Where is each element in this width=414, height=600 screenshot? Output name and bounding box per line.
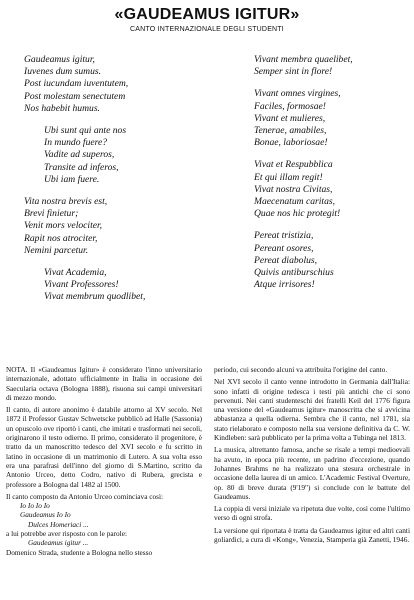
poem-line: Vivat nostra Civitas,: [254, 183, 333, 195]
poem-right-column: [254, 54, 404, 291]
poem-stanza: [254, 54, 404, 78]
notes-right-column: [214, 365, 410, 547]
poem-line: Iuvenes dum sumus.: [24, 66, 102, 78]
notes-left-column: [6, 365, 202, 560]
poem-stanza: [254, 88, 404, 149]
poem-line: Vivant omnes virgines,: [254, 88, 341, 100]
poem-stanza: [254, 230, 404, 291]
note-verse: Gaudeamus igitur ...: [28, 538, 89, 548]
note-paragraph: La coppia di versi iniziale va ripetuta due volte, così come l'ultimo verso di ogni strofa.: [214, 504, 410, 523]
note-verse: Dulces Homeriaci ...: [28, 519, 89, 529]
poem-line: Ubi sunt qui ante nos: [44, 125, 127, 137]
poem-line: Vivat membrum quodlibet,: [44, 291, 146, 303]
note-paragraph: Nel XVI secolo il canto venne introdotto in Germania dall'Italia: sono infatti di origine tedesca i testi più antichi che ci sono pervenuti. Nei canti studenteschi dei fratelli Keil del 1776 figura una versione del «Gaudeamus igitur» manoscritta che si avvicina abbastanza a quella odierna. Sembra che il canto, nel 1781, sia stato rielaborato e composto nella sua versione definitiva da C. W. Kindleben: sarà pubblicato per la prima volta a Tubinga nel 1813.: [214, 377, 410, 443]
poem-line: Tenerae, amabiles,: [254, 125, 327, 137]
poem-line: Post iucundam iuventutem,: [24, 78, 129, 90]
poem-line: Pereat tristizia,: [254, 230, 314, 242]
poem-line: Vivat Academia,: [44, 267, 107, 279]
poem-stanza: [24, 267, 214, 304]
poem-line: Brevi finietur;: [24, 208, 79, 220]
poem-line: Vadite ad superos,: [44, 149, 115, 161]
note-paragraph: periodo, cui secondo alcuni va attribuita l'origine del canto.: [214, 365, 388, 374]
poem-line: Quae nos hic protegit!: [254, 208, 341, 220]
note-paragraph: Domenico Strada, studente a Bologna nello stesso: [6, 547, 153, 557]
poem-stanza: [254, 159, 404, 220]
poem-left-column: [24, 54, 214, 304]
poem-line: Rapit nos atrociter,: [24, 232, 98, 244]
poem-line: Nemini parcetur.: [24, 244, 89, 256]
note-paragraph: Il canto, di autore anonimo è databile attorno al XV secolo. Nel 1872 il Professor Gustav Schwetscke pubblicò ad Halle (Sassonia) un opuscolo ove riportò i canti, che imitati e trasformati nei secoli, originarono il testo odierno. Il primo, considerato il progenitore, è tratto da un manoscritto tedesco del XVI secolo e fu scritto in latino in occasione di un matrimonio di Lutero. A sua volta esso era una parafrasi dell'inno del giorno di S.Martino, scritto da Antonio Urceo, detto Codro, nativo di Rubera, grecista e professore a Bologna dal 1482 al 1500.: [6, 405, 202, 489]
poem-line: Post molestam senectutem: [24, 90, 126, 102]
poem-line: Vivant et mulieres,: [254, 112, 326, 124]
poem-line: Transite ad inferos,: [44, 161, 119, 173]
poem-line: Bonae, laboriosae!: [254, 137, 328, 149]
poem-line: Vivant Professores!: [44, 279, 119, 291]
poem-stanza: [24, 54, 214, 115]
poem-stanza: [24, 196, 214, 257]
document-title: «GAUDEAMUS IGITUR»: [114, 6, 300, 23]
note-paragraph: La musica, altrettanto famosa, anche se risale a tempi medioevali ha avuto, in epoca più recente, un padrino d'eccezione, quando Johannes Brahms ne ha realizzato una stesura orchestrale in occasione della laurea di un amico. L'Academic Festival Overture, op. 80 di breve durata (9'19") si conclude con le battute del Gaudeamus.: [214, 445, 410, 501]
poem-line: Nos habebit humus.: [24, 102, 100, 114]
document-subtitle: CANTO INTERNAZIONALE DEGLI STUDENTI: [130, 26, 284, 33]
poem-line: Atque irrisores!: [254, 279, 315, 291]
poem-line: Venit mors velociter,: [24, 220, 103, 232]
poem-line: Semper sint in flore!: [254, 66, 333, 78]
poem-line: In mundo fuere?: [44, 137, 108, 149]
note-paragraph: Il canto composto da Antonio Urceo cominciava così:: [6, 491, 164, 501]
poem-line: Maecenatum caritas,: [254, 196, 335, 208]
poem-line: Vivat et Respubblica: [254, 159, 333, 171]
poem-line: Pereat diabolus,: [254, 254, 318, 266]
poem-line: Faciles, formosae!: [254, 100, 326, 112]
poem-line: Vivant membra quaelibet,: [254, 54, 353, 65]
poem-line: Pereant osores,: [254, 242, 314, 254]
note-verse: Io Io Io Io: [20, 501, 50, 511]
note-paragraph: NOTA. Il «Gaudeamus Igitur» è considerato l'inno universitario internazionale, adottato ufficialmente in Italia in occasione dei Saecularia octava (Bologna 1888), risuona sui campi universitari di mezzo mondo.: [6, 365, 202, 402]
poem-stanza: [24, 125, 214, 186]
note-paragraph: a lui potrebbe aver risposto con le parole:: [6, 529, 127, 539]
note-verse: Gaudeamus Io Io: [20, 510, 71, 520]
poem-line: Vita nostra brevis est,: [24, 196, 108, 208]
poem-line: Et qui illam regit!: [254, 171, 323, 183]
note-paragraph: La versione qui riportata è tratta da Gaudeamus igitur ed altri canti goliardici, a cura di «Kong», Venezia, Stamperia già Zanetti, 1946.: [214, 525, 410, 545]
poem-line: Gaudeamus igitur,: [24, 54, 95, 65]
poem-line: Ubi iam fuere.: [44, 173, 100, 185]
poem-line: Quivis antiburschius: [254, 267, 334, 279]
